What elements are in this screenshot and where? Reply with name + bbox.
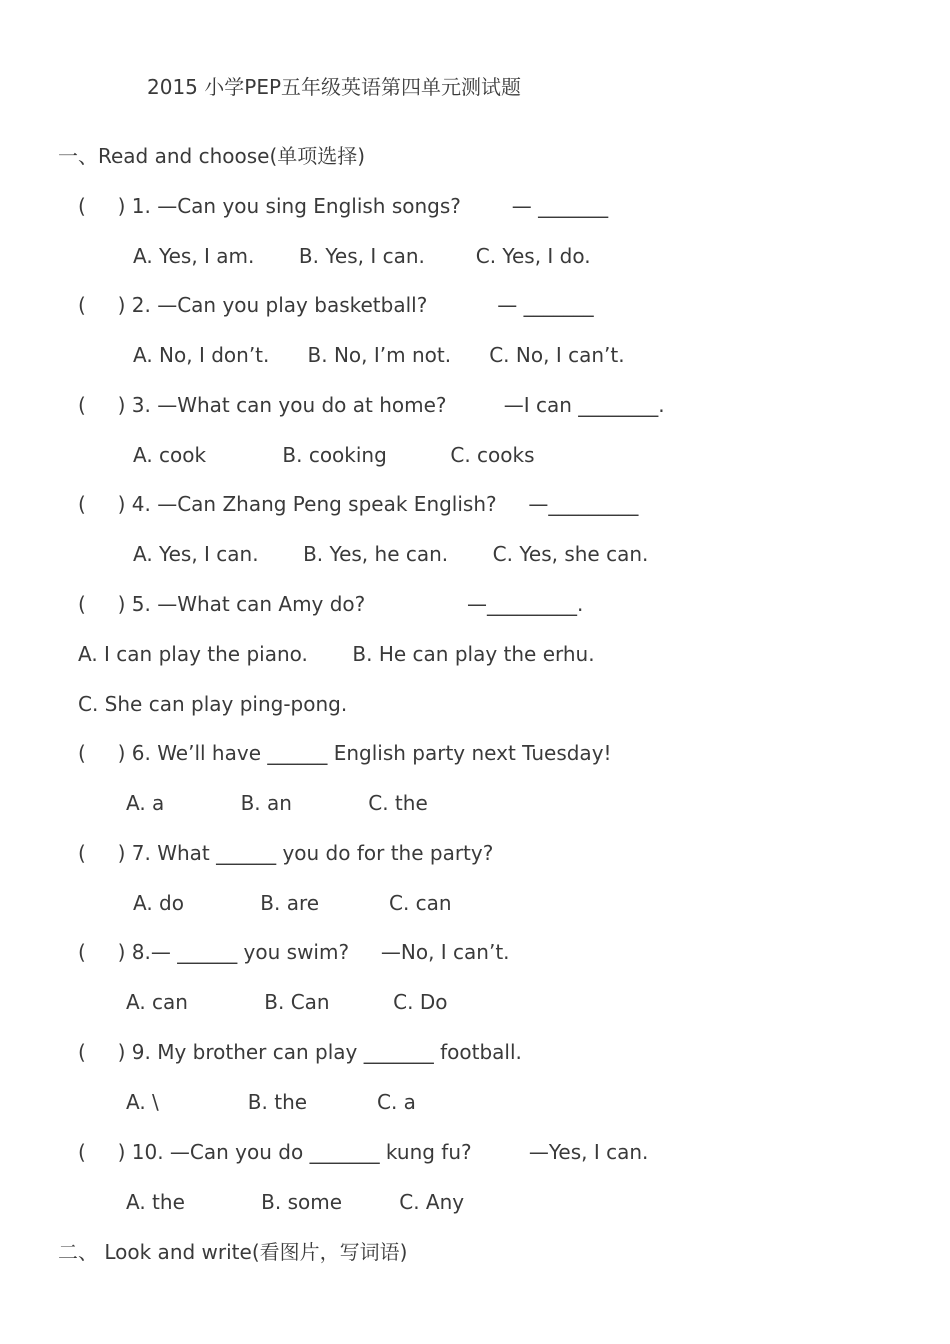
q7-line: ( ) 7. What ______ you do for the party? <box>78 841 494 865</box>
q1-options: A. Yes, I am. B. Yes, I can. C. Yes, I do. <box>133 244 591 268</box>
q5-options-ab: A. I can play the piano. B. He can play the erhu. <box>78 642 595 666</box>
q10-line: ( ) 10. —Can you do _______ kung fu? —Yes, I can. <box>78 1140 649 1164</box>
q2-options: A. No, I don’t. B. No, I’m not. C. No, I can’t. <box>133 343 625 367</box>
q3-options: A. cook B. cooking C. cooks <box>133 443 535 467</box>
q1-line: ( ) 1. —Can you sing English songs? — _______ <box>78 194 609 218</box>
q9-line: ( ) 9. My brother can play _______ football. <box>78 1040 522 1064</box>
page-title: 2015 小学PEP五年级英语第四单元测试题 <box>147 75 522 99</box>
q4-options: A. Yes, I can. B. Yes, he can. C. Yes, she can. <box>133 542 649 566</box>
q7-options: A. do B. are C. can <box>133 891 452 915</box>
q6-options: A. a B. an C. the <box>126 791 428 815</box>
q6-line: ( ) 6. We’ll have ______ English party next Tuesday! <box>78 741 612 765</box>
q9-options: A. \ B. the C. a <box>126 1090 416 1114</box>
q3-line: ( ) 3. —What can you do at home? —I can ________. <box>78 393 665 417</box>
q5-option-c: C. She can play ping-pong. <box>78 692 348 716</box>
q2-line: ( ) 2. —Can you play basketball? — _______ <box>78 293 594 317</box>
q8-line: ( ) 8.— ______ you swim? —No, I can’t. <box>78 940 510 964</box>
q5-line: ( ) 5. —What can Amy do? —_________. <box>78 592 584 616</box>
q8-options: A. can B. Can C. Do <box>126 990 448 1014</box>
q10-options: A. the B. some C. Any <box>126 1190 465 1214</box>
section1-heading: 一、Read and choose(单项选择) <box>58 144 366 168</box>
section2-heading: 二、 Look and write(看图片，写词语) <box>58 1240 408 1264</box>
q4-line: ( ) 4. —Can Zhang Peng speak English? —_________ <box>78 492 639 516</box>
